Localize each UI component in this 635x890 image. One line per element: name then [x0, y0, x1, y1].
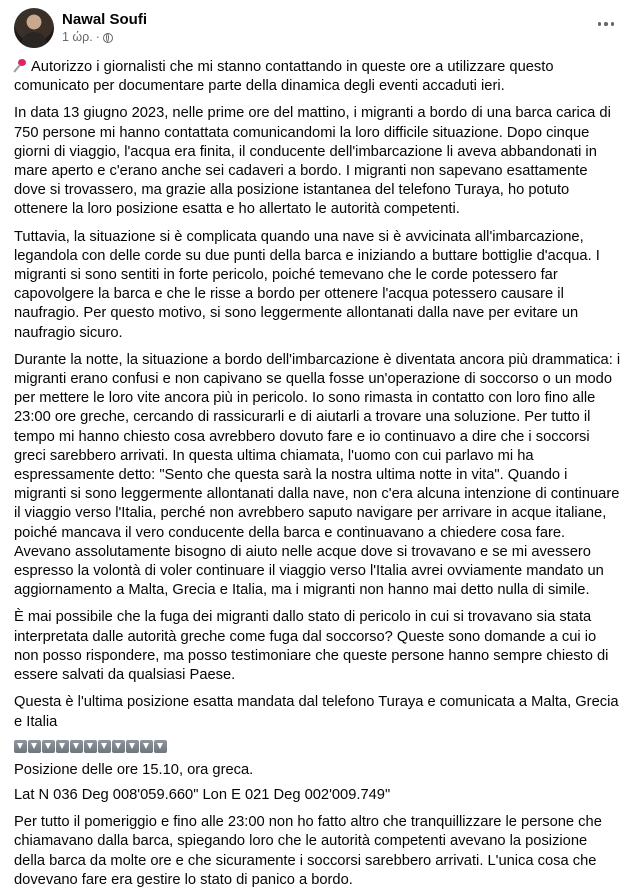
paragraph: Tuttavia, la situazione si è complicata quando una nave si è avvicinata all'imbarcazione, legandola con delle corde su due punti della barca e iniziando a buttare bottiglie d'acqua. I migranti si sono sentiti in forte pericolo, poiché temevano che le corde potessero far capovolgere la barca e che le risse a bordo per ottenere l'acqua potessero causare il naufragio. Per questo motivo, si sono leggermente allontanati dalla nave per evitare un naufragio sicuro. — [14, 228, 600, 341]
down-arrow-icon — [84, 740, 97, 753]
post-body — [14, 58, 621, 890]
closing-paragraph: Per tutto il pomeriggio e fino alle 23:00 non ho fatto altro che tranquillizzare le persone che chiamavano dalla barca, spiegando loro che le autorità competenti avevano la posizione della barca da molte ore e che sicuramente i soccorsi sarebbero arrivati. L'unica cosa che dovevano fare era gestire lo stato di panico a bordo. — [14, 814, 602, 888]
author-avatar[interactable] — [14, 8, 54, 48]
down-arrow-icon — [154, 740, 167, 753]
ellipsis-icon[interactable] — [591, 12, 621, 36]
paragraph-intro — [14, 58, 621, 96]
paragraph: Questa è l'ultima posizione esatta mandata dal telefono Turaya e comunicata a Malta, Grecia e Italia — [14, 694, 619, 730]
paragraph-intro-text: Autorizzo i giornalisti che mi stanno contattando in queste ore a utilizzare questo comunicato per documentare parte della dinamica degli eventi accaduti ieri. — [14, 59, 554, 95]
down-arrow-icon — [42, 740, 55, 753]
author-name[interactable]: Nawal Soufi — [62, 11, 148, 28]
coordinates-line: Lat N 036 Deg 008'059.660" Lon E 021 Deg 002'009.749" — [14, 786, 391, 803]
post-subline — [62, 29, 147, 46]
post-meta — [62, 10, 147, 46]
down-arrow-icon — [126, 740, 139, 753]
post-header — [14, 8, 621, 48]
paragraph: Durante la notte, la situazione a bordo dell'imbarcazione è diventata ancora più drammatica: i migranti erano confusi e non capivano se quella fosse un'operazione di soccorso o un modo per mettere le loro vite ancora più in pericolo. Io sono rimasta in contatto con loro fino alle 23:00 ore greche, cercando di rassicurarli e di aiutarli a trovare una soluzione. Per tutto il tempo mi hanno chiesto cosa avrebbero dovuto fare e io continuavo a dire che i soccorsi greci sarebbero arrivati. In questa ultima chiamata, l'uomo con cui parlavo mi ha espressamente detto: "Sento che questa sarà la nostra ultima notte in vita". Quando i migranti si sono leggermente allontanati dalla nave, non c'era alcuna intenzione di continuare il viaggio verso l'Italia, perché non avrebbero saputo navigare per arrivare in acque italiane, poiché mancava il vero conducente della barca e continuavano a chiedere cosa fare. Avevano assolutamente bisogno di aiuto nelle acque dove si trovavano e se mi avessero espresso la volontà di voler continuare il viaggio verso l'Italia avrei ovviamente mandato un aggiornamento a Malta, Grecia e Italia, ma i migranti non hanno mai detto nulla di simile. — [14, 351, 621, 599]
down-arrow-icon — [140, 740, 153, 753]
down-arrow-icon — [70, 740, 83, 753]
post-timestamp[interactable]: 1 ώρ. — [62, 30, 93, 44]
paragraph: È mai possibile che la fuga dei migranti dallo stato di pericolo in cui si trovavano sia stata interpretata dalle autorità greche come fuga dal soccorso? Queste sono domande a cui io non posso rispondere, ma posso testimoniare che queste persone hanno sempre chiesto di essere salvati da qualsiasi Paese. — [14, 609, 609, 684]
separator-dot: · — [95, 30, 100, 44]
paragraph: In data 13 giugno 2023, nelle prime ore del mattino, i migranti a bordo di una barca carica di 750 persone mi hanno contattata comunicandomi la loro difficile situazione. Dopo cinque giorni di viaggio, l'acqua era finita, il conducente dell'imbarcazione li aveva abbandonati in mare aperto e c'erano anche sei cadaveri a bordo. I migranti non sapevano esattamente dove si trovassero, ma grazie alla posizione istantanea del telefono Turaya, ho potuto ottenere la loro posizione esatta e ho allertato le autorità competenti. — [14, 105, 611, 218]
position-line: Posizione delle ore 15.10, ora greca. — [14, 761, 254, 778]
down-arrow-icon — [28, 740, 41, 753]
pushpin-icon — [14, 59, 27, 72]
down-arrow-icon — [112, 740, 125, 753]
down-arrow-icon — [14, 740, 27, 753]
down-arrow-icon — [98, 740, 111, 753]
globe-icon[interactable] — [103, 33, 113, 43]
down-arrow-emoji-row — [14, 740, 621, 753]
down-arrow-icon — [56, 740, 69, 753]
